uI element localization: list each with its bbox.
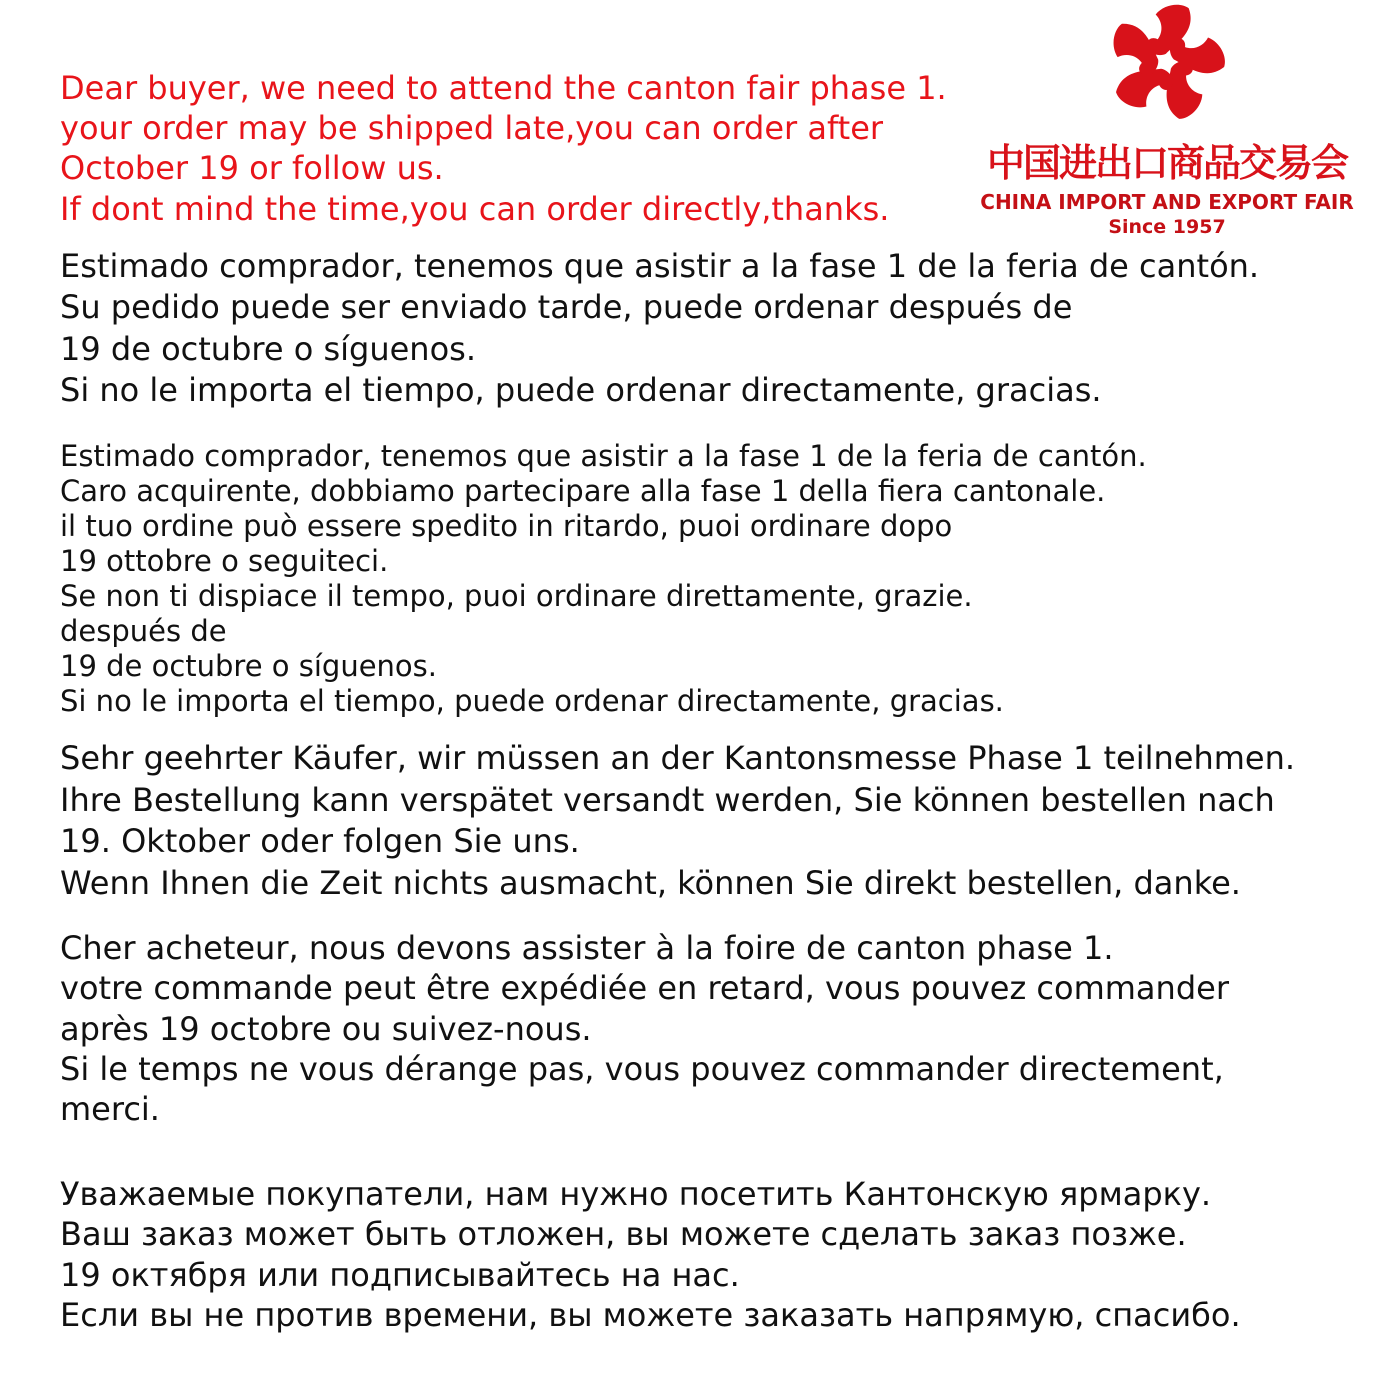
notice-french-line: après 19 octobre ou suivez-nous. bbox=[60, 1010, 592, 1048]
notice-russian-line: Ваш заказ может быть отложен, вы можете сделать заказ позже. bbox=[60, 1215, 1187, 1253]
notice-russian-line: 19 октября или подписывайтесь на нас. bbox=[60, 1256, 740, 1294]
notice-italian-line: Se non ti dispiace il tempo, puoi ordinare direttamente, grazie. bbox=[60, 579, 973, 613]
notice-french-line: Si le temps ne vous dérange pas, vous pouvez commander directement, bbox=[60, 1050, 1224, 1088]
notice-spanish-line: 19 de octubre o síguenos. bbox=[60, 330, 476, 368]
notice-english-line: your order may be shipped late,you can order after bbox=[60, 109, 884, 147]
notice-spanish-line: Si no le importa el tiempo, puede ordenar directamente, gracias. bbox=[60, 371, 1102, 409]
notice-german-line: 19. Oktober oder folgen Sie uns. bbox=[60, 822, 580, 860]
notice-spanish-line: Estimado comprador, tenemos que asistir a la fase 1 de la feria de cantón. bbox=[60, 247, 1260, 285]
notice-italian-line: 19 de octubre o síguenos. bbox=[60, 649, 437, 683]
notice-italian-line: después de bbox=[60, 614, 227, 648]
notice-french-line: Cher acheteur, nous devons assister à la foire de canton phase 1. bbox=[60, 929, 1114, 967]
notice-italian-line: Si no le importa el tiempo, puede ordenar directamente, gracias. bbox=[60, 684, 1004, 718]
notice-german-line: Wenn Ihnen die Zeit nichts ausmacht, können Sie direkt bestellen, danke. bbox=[60, 864, 1241, 902]
logo-chinese-name: 中国进出口商品交易会 bbox=[986, 140, 1347, 185]
canton-fair-flower-icon bbox=[1104, 0, 1228, 124]
notice-italian-line: Caro acquirente, dobbiamo partecipare alla fase 1 della fiera cantonale. bbox=[60, 474, 1106, 508]
notice-german-line: Sehr geehrter Käufer, wir müssen an der Kantonsmesse Phase 1 teilnehmen. bbox=[60, 739, 1296, 777]
notice-english-line: If dont mind the time,you can order directly,thanks. bbox=[60, 190, 890, 228]
notice-italian-line: 19 ottobre o seguiteci. bbox=[60, 544, 389, 578]
notice-french-line: votre commande peut être expédiée en retard, vous pouvez commander bbox=[60, 969, 1229, 1007]
notice-spanish-line: Su pedido puede ser enviado tarde, puede ordenar después de bbox=[60, 288, 1073, 326]
notice-italian-line: Estimado comprador, tenemos que asistir a la fase 1 de la feria de cantón. bbox=[60, 439, 1147, 473]
logo-since: Since 1957 bbox=[1108, 216, 1226, 238]
notice-italian-line: il tuo ordine può essere spedito in ritardo, puoi ordinare dopo bbox=[60, 509, 953, 543]
notice-russian-line: Если вы не против времени, вы можете заказать напрямую, спасибо. bbox=[60, 1296, 1241, 1334]
logo-english-name: CHINA IMPORT AND EXPORT FAIR bbox=[980, 190, 1354, 214]
notice-russian-line: Уважаемые покупатели, нам нужно посетить Кантонскую ярмарку. bbox=[60, 1175, 1212, 1213]
notice-english-line: October 19 or follow us. bbox=[60, 149, 444, 187]
notice-english-line: Dear buyer, we need to attend the canton fair phase 1. bbox=[60, 69, 947, 107]
notice-german-line: Ihre Bestellung kann verspätet versandt werden, Sie können bestellen nach bbox=[60, 781, 1275, 819]
notice-french-line: merci. bbox=[60, 1090, 160, 1128]
